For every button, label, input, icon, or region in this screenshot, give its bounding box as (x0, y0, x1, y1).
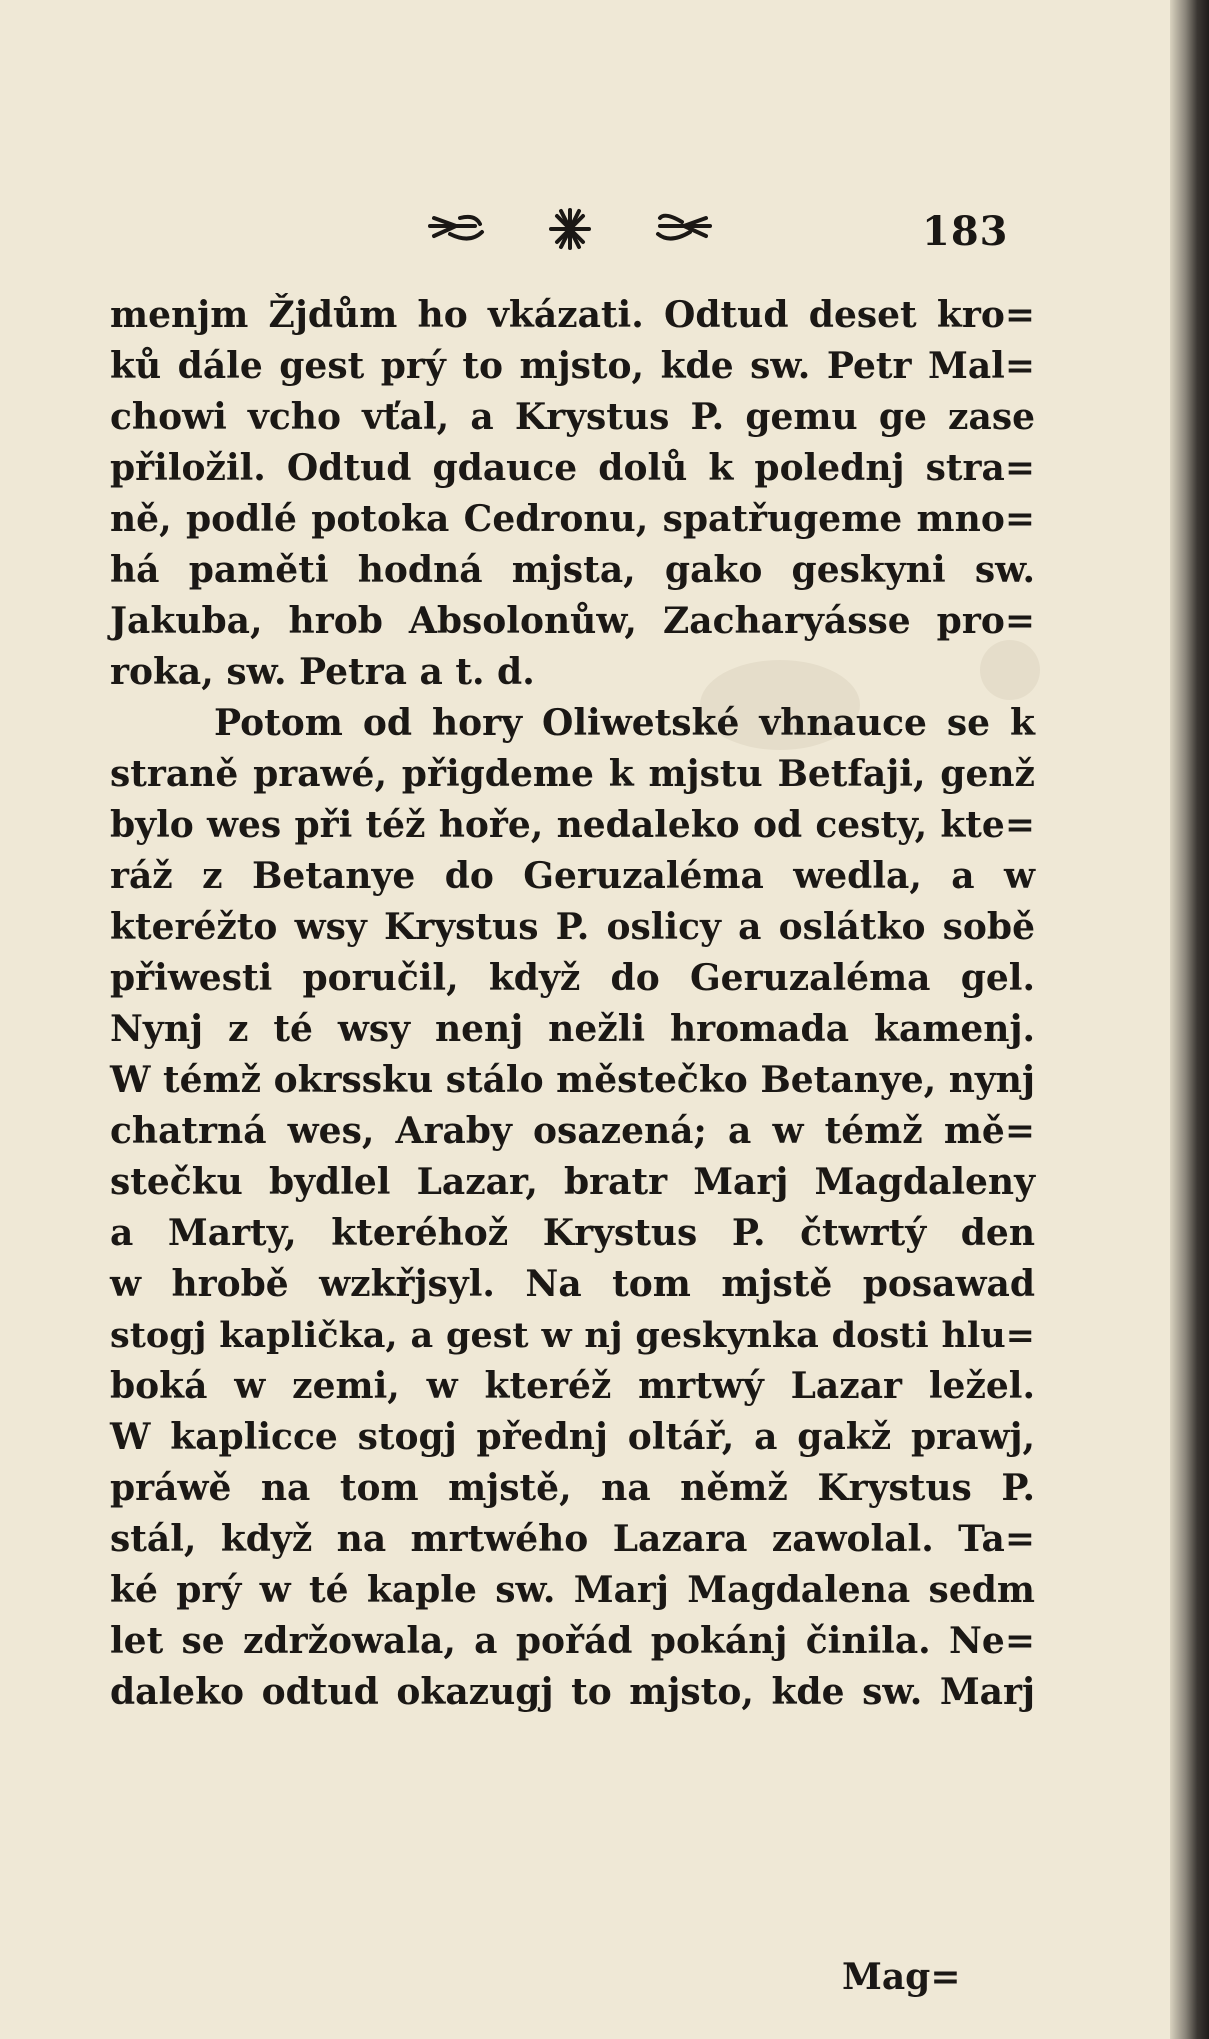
text-line: daleko odtud okazugj to mjsto, kde sw. Marj (110, 1671, 1035, 1713)
text-line: ně, podlé potoka Cedronu, spatřugeme mno= (110, 498, 1035, 540)
text-line: ků dále gest prý to mjsto, kde sw. Petr Mal= (110, 345, 1035, 387)
text-line: práwě na tom mjstě, na němž Krystus P. (110, 1467, 1035, 1509)
text-line: bylo wes při též hoře, nedaleko od cesty, kte= (110, 804, 1035, 846)
text-line: stečku bydlel Lazar, bratr Marj Magdaleny (110, 1161, 1035, 1203)
text-line: let se zdržowala, a pořád pokánj činila. Ne= (110, 1620, 1035, 1662)
text-line: chatrná wes, Araby osazená; a w témž mě= (110, 1110, 1035, 1152)
text-line: straně prawé, přigdeme k mjstu Betfaji, genž (110, 753, 1035, 795)
text-line: ráž z Betanye do Geruzaléma wedla, a w (110, 855, 1035, 897)
text-line: W témž okrssku stálo městečko Betanye, nynj (110, 1059, 1035, 1101)
text-line: W kaplicce stogj přednj oltář, a gakž prawj, (110, 1416, 1035, 1458)
catchword: Mag= (842, 1956, 961, 1998)
text-body (110, 290, 1035, 1718)
text-line: stál, když na mrtwého Lazara zawolal. Ta= (110, 1518, 1035, 1560)
text-line: boká w zemi, w kteréž mrtwý Lazar ležel. (110, 1365, 1035, 1407)
text-line: přiwesti poručil, když do Geruzaléma gel. (110, 957, 1035, 999)
text-line: w hrobě wzkřjsyl. Na tom mjstě posawad (110, 1263, 1035, 1305)
paragraph-first-line: Potom od hory Oliwetské vhnauce se k (214, 702, 1035, 744)
text-line: roka, sw. Petra a t. d. (110, 651, 535, 693)
text-line: Jakuba, hrob Absolonůw, Zacharyásse pro= (110, 600, 1035, 642)
text-line: Nynj z té wsy nenj nežli hromada kamenj. (110, 1008, 1035, 1050)
text-line: menjm Žjdům ho vkázati. Odtud deset kro= (110, 294, 1035, 336)
book-gutter-edge (1170, 0, 1209, 2039)
text-line: há paměti hodná mjsta, gako geskyni sw. (110, 549, 1035, 591)
page-number: 183 (922, 208, 1009, 255)
text-line: kteréžto wsy Krystus P. oslicy a oslátko sobě (110, 906, 1035, 948)
printer-ornament-icon (420, 204, 720, 254)
text-line: přiložil. Odtud gdauce dolů k polednj stra= (110, 447, 1035, 489)
text-line: chowi vcho vťal, a Krystus P. gemu ge zase (110, 396, 1035, 438)
text-line: stogj kaplička, a gest w nj geskynka dosti hlu= (110, 1315, 1035, 1356)
text-line: a Marty, kteréhož Krystus P. čtwrtý den (110, 1212, 1035, 1254)
text-line: ké prý w té kaple sw. Marj Magdalena sedm (110, 1569, 1035, 1611)
